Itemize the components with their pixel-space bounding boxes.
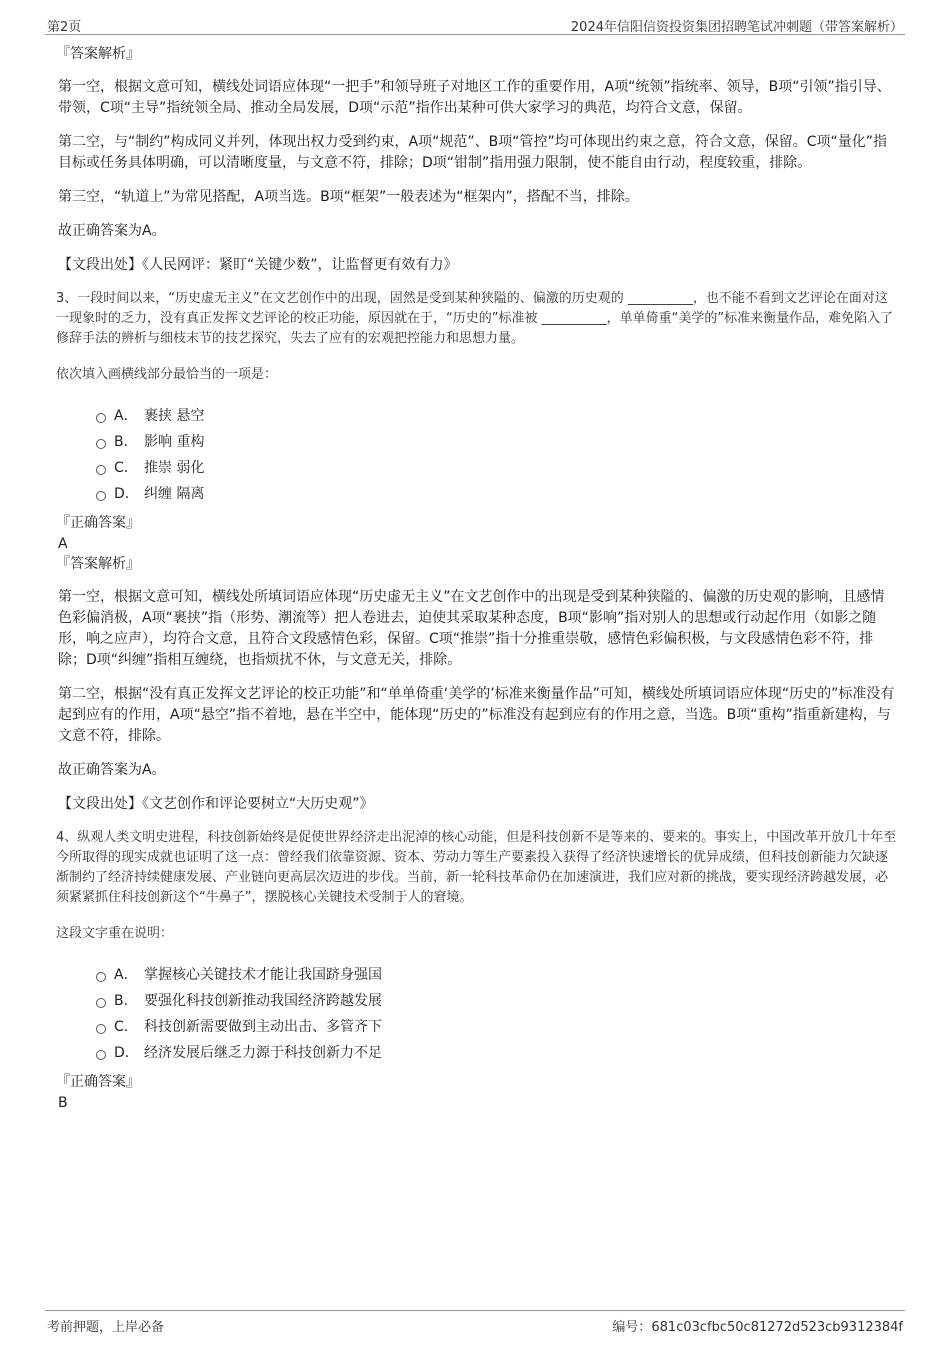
- option-letter: A．: [114, 967, 138, 983]
- option-text: 经济发展后继乏力源于科技创新力不足: [144, 1045, 382, 1061]
- option-a[interactable]: [96, 962, 898, 988]
- analysis-label: 『答案解析』: [56, 46, 140, 62]
- page-footer: [45, 1310, 905, 1333]
- radio-icon[interactable]: [96, 998, 106, 1008]
- option-letter: C．: [114, 1019, 138, 1035]
- correct-answer-label: 『正确答案』: [56, 1074, 140, 1090]
- option-d[interactable]: [96, 1040, 898, 1066]
- analysis-paragraph: 第一空，根据文意可知，横线处所填词语应体现“历史虚无主义”在文艺创作中的出现是受到某种狭隘的、偏激的历史观的影响，且感情色彩偏消极，A项“裹挟”指（形势、潮流等）把人卷进去，迫使其采取某种态度，B项“影响”指对别人的思想或行动起作用（如影之随形，响之应声），均符合文意，且符合文段感情色彩，保留。C项“推崇”指十分推重崇敬，感情色彩偏积极，与文段感情色彩不符，排除；D项“纠缠”指相互缠绕，也指烦扰不休，与文意无关，排除。: [58, 589, 885, 668]
- analysis-paragraph: 第三空，“轨道上”为常见搭配，A项当选。B项“框架”一般表述为“框架内”，搭配不当，排除。: [58, 189, 639, 205]
- option-text: 裹挟 悬空: [144, 408, 205, 424]
- analysis-conclusion: 故正确答案为A。: [58, 762, 166, 778]
- radio-icon[interactable]: [96, 972, 106, 982]
- option-text: 推崇 弱化: [144, 460, 205, 476]
- analysis-conclusion: 故正确答案为A。: [58, 223, 166, 239]
- option-text: 纠缠 隔离: [144, 486, 205, 502]
- option-a[interactable]: [96, 403, 898, 429]
- analysis-paragraph: 第二空，根据“没有真正发挥文艺评论的校正功能”和“单单倚重‘美学的’标准来衡量作品”可知，横线处所填词语应体现“历史的”标准没有起到应有的作用，A项“悬空”指不着地，悬在半空中，能体现“历史的”标准没有起到应有的作用之意，当选。B项“重构”指重新建构，与文意不符，排除。: [58, 686, 895, 744]
- option-b[interactable]: [96, 429, 898, 455]
- question-3-prompt: 依次填入画横线部分最恰当的一项是：: [56, 367, 278, 382]
- analysis-label: 『答案解析』: [56, 556, 140, 572]
- document-title: 2024年信阳信资投资集团招聘笔试冲刺题（带答案解析）: [570, 20, 903, 35]
- analysis-paragraph: 第一空，根据文意可知，横线处词语应体现“一把手”和领导班子对地区工作的重要作用，A项“统领”指统率、领导，B项“引领”指引导、带领，C项“主导”指统领全局、推动全局发展，D项“示范”指作出某种可供大家学习的典范，均符合文意，保留。: [58, 79, 891, 116]
- option-text: 科技创新需要做到主动出击、多管齐下: [144, 1019, 382, 1035]
- radio-icon[interactable]: [96, 1050, 106, 1060]
- option-d[interactable]: [96, 481, 898, 507]
- page-number: 第2页: [47, 20, 82, 35]
- question-4-prompt: 这段文字重在说明：: [56, 926, 174, 941]
- option-c[interactable]: [96, 455, 898, 481]
- passage-source: 【文段出处】《文艺创作和评论要树立“大历史观”》: [58, 796, 374, 812]
- radio-icon[interactable]: [96, 413, 106, 423]
- footer-note: 考前押题，上岸必备: [47, 1320, 165, 1335]
- option-b[interactable]: [96, 988, 898, 1014]
- document-code: [612, 1316, 903, 1335]
- page-content: [56, 44, 898, 1113]
- option-text: 掌握核心关键技术才能让我国跻身强国: [144, 967, 382, 983]
- question-3-text: 3、一段时间以来，“历史虚无主义”在文艺创作中的出现，固然是受到某种狭隘的、偏激的历史观的 __________，也不能不看到文艺评论在面对这一现象时的乏力，没有真正发挥文艺评论的校正功能，原因就在于，“历史的”标准被 __________，单单倚重“美学的”标准来衡量作品，难免陷入了修辞手法的辨析与细枝末节的技艺探究，失去了应有的宏观把控能力和思想力量。: [56, 291, 894, 346]
- passage-source: 【文段出处】《人民网评：紧盯“关键少数”，让监督更有效有力》: [58, 257, 458, 273]
- page-header: [45, 14, 905, 35]
- radio-icon[interactable]: [96, 465, 106, 475]
- radio-icon[interactable]: [96, 1024, 106, 1034]
- option-letter: B．: [114, 434, 138, 450]
- document-code-value: 681c03cfbc50c81272d523cb9312384f: [651, 1320, 903, 1335]
- correct-answer-value: A: [58, 536, 68, 552]
- radio-icon[interactable]: [96, 491, 106, 501]
- correct-answer-value: B: [58, 1095, 68, 1111]
- analysis-paragraph: 第二空，与“制约”构成同义并列，体现出权力受到约束，A项“规范”、B项“管控”均可体现出约束之意，符合文意，保留。C项“量化”指目标或任务具体明确，可以清晰度量，与文意不符，排除；D项“钳制”指用强力限制，使不能自由行动，程度较重，排除。: [58, 134, 887, 171]
- radio-icon[interactable]: [96, 439, 106, 449]
- option-letter: A．: [114, 408, 138, 424]
- question-4-options: [96, 962, 898, 1066]
- option-letter: D．: [114, 486, 139, 502]
- option-letter: B．: [114, 993, 138, 1009]
- option-text: 影响 重构: [144, 434, 205, 450]
- option-letter: C．: [114, 460, 138, 476]
- option-c[interactable]: [96, 1014, 898, 1040]
- option-text: 要强化科技创新推动我国经济跨越发展: [144, 993, 382, 1009]
- question-3-options: [96, 403, 898, 507]
- document-code-label: 编号：: [612, 1320, 652, 1335]
- correct-answer-label: 『正确答案』: [56, 515, 140, 531]
- question-4-text: 4、纵观人类文明史进程，科技创新始终是促使世界经济走出泥淖的核心动能，但是科技创新不是等来的、要来的。事实上，中国改革开放几十年至今所取得的现实成就也证明了这一点：曾经我们依靠资源、资本、劳动力等生产要素投入获得了经济快速增长的优异成绩，但科技创新能力欠缺逐渐制约了经济持续健康发展、产业链向更高层次迈进的步伐。当前，新一轮科技革命仍在加速演进，我们应对新的挑战，要实现经济跨越发展，必须紧紧抓住科技创新这个“牛鼻子”，摆脱核心关键技术受制于人的窘境。: [56, 830, 897, 905]
- option-letter: D．: [114, 1045, 139, 1061]
